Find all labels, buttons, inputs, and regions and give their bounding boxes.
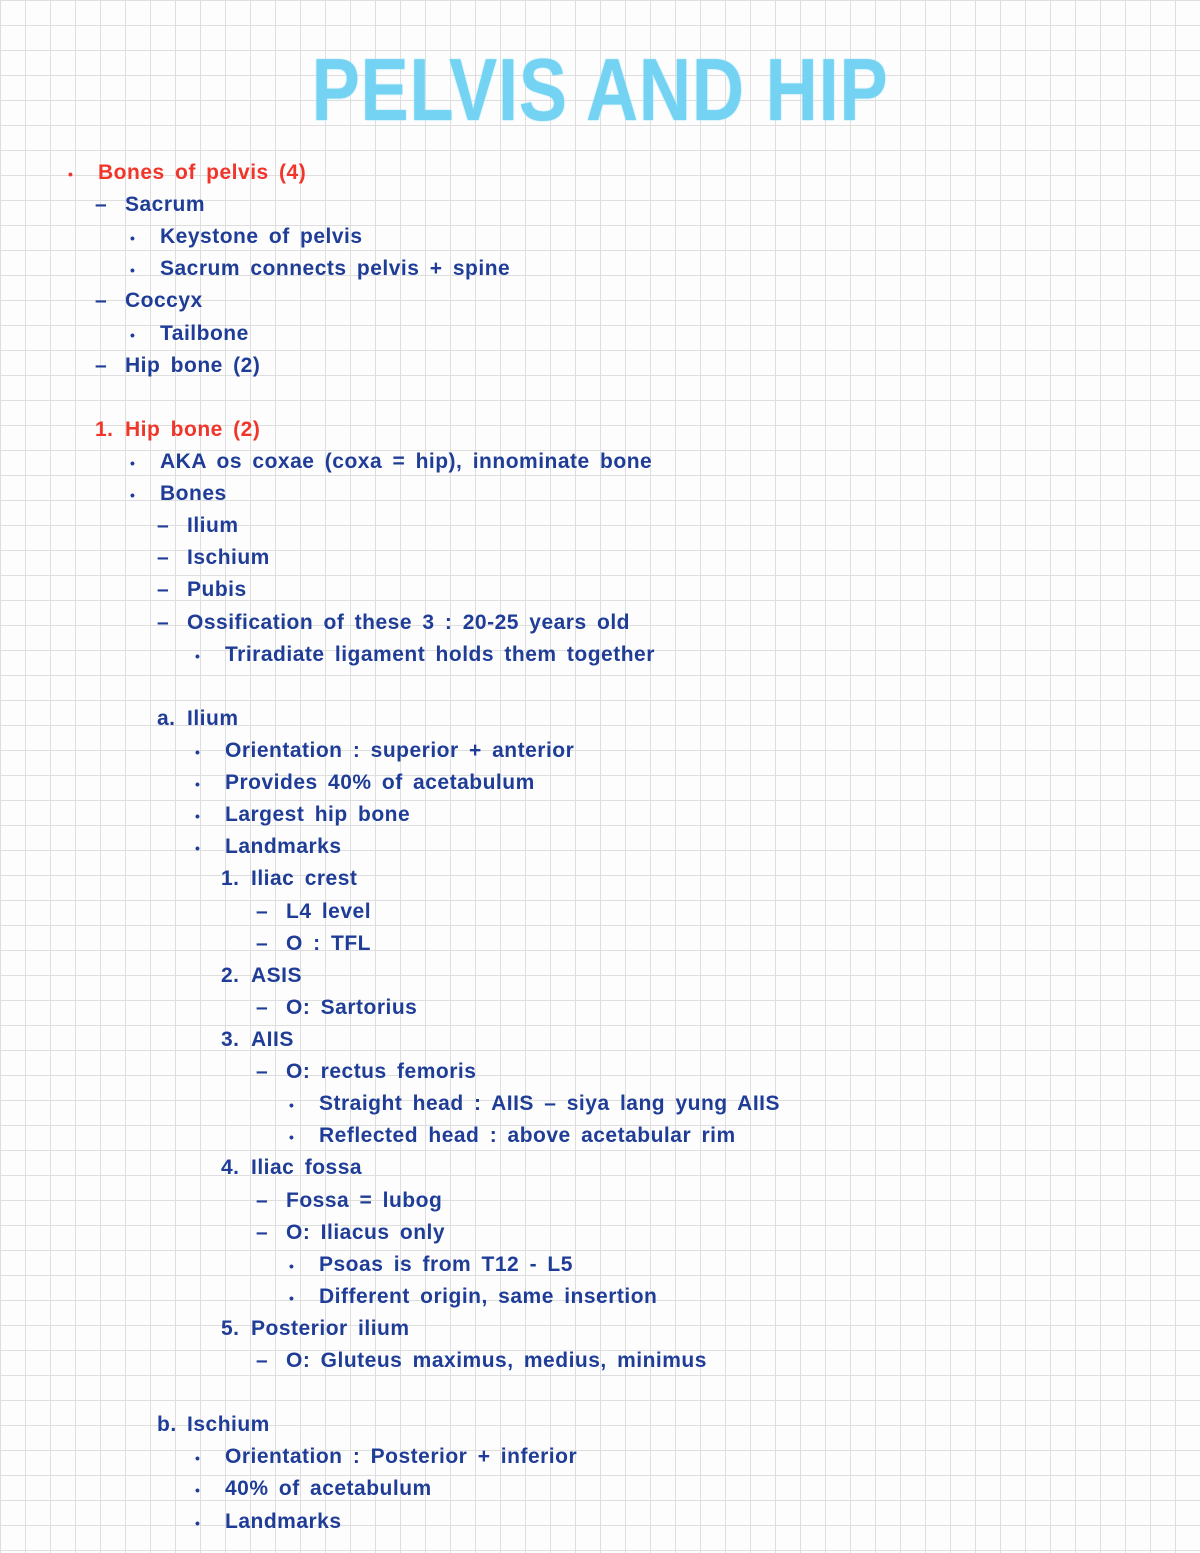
landmark-detail: [0, 896, 1200, 928]
dash-marker: –: [95, 353, 108, 377]
item-text: Landmarks: [225, 1509, 342, 1533]
bullet-marker: •: [289, 1257, 295, 1274]
bullet-marker: •: [195, 808, 201, 825]
bullet-marker: •: [195, 840, 201, 857]
item-text: L4 level: [286, 899, 372, 923]
item-text: Triradiate ligament holds them together: [225, 642, 655, 666]
item-text: O: Iliacus only: [286, 1220, 446, 1244]
item-text: Posterior ilium: [251, 1316, 410, 1340]
bullet-marker: •: [289, 1289, 295, 1306]
landmark-posterior-ilium: [0, 1313, 1200, 1345]
item-text: Psoas is from T12 - L5: [319, 1252, 573, 1276]
item-text: O: Gluteus maximus, medius, minimus: [286, 1349, 707, 1373]
item-text: Tailbone: [160, 321, 249, 345]
dash-marker: –: [256, 1220, 269, 1244]
item-text: Orientation : Posterior + inferior: [225, 1445, 578, 1469]
dash-marker: –: [157, 610, 170, 634]
dash-marker: –: [256, 1349, 269, 1373]
item-text: Pubis: [187, 578, 247, 602]
item-text: Different origin, same insertion: [319, 1284, 658, 1308]
landmark-asis: [0, 960, 1200, 992]
heading-text: Ilium: [187, 706, 239, 730]
landmark-detail: [0, 1217, 1200, 1249]
triradiate-note: [0, 639, 1200, 671]
item-text: Keystone of pelvis: [160, 225, 363, 249]
bullet-marker: •: [195, 743, 201, 760]
dash-marker: –: [256, 899, 269, 923]
bullet-marker: •: [289, 1129, 295, 1146]
ischium-point: [0, 1473, 1200, 1505]
landmark-iliac-crest: [0, 863, 1200, 895]
landmark-subnote: [0, 1249, 1200, 1281]
item-text: Landmarks: [225, 835, 342, 859]
hip-bone-aka: [0, 446, 1200, 478]
item-text: O : TFL: [286, 931, 371, 955]
page-title: PELVIS AND HIP: [311, 40, 889, 139]
dash-marker: –: [256, 995, 269, 1019]
item-text: Ischium: [187, 546, 270, 570]
number-marker: 1.: [221, 867, 240, 891]
item-text: Bones: [160, 482, 227, 506]
landmark-detail: [0, 1345, 1200, 1377]
blank-line: [0, 1377, 1200, 1409]
item-text: Iliac fossa: [251, 1156, 363, 1180]
bullet-marker: •: [130, 487, 136, 504]
dash-marker: –: [256, 1060, 269, 1084]
hip-bone-item: [0, 350, 1200, 382]
ischium-point: [0, 1441, 1200, 1473]
notes-outline: [0, 157, 1200, 1538]
item-text: Ossification of these 3 : 20-25 years old: [187, 610, 630, 634]
item-text: Largest hip bone: [225, 803, 411, 827]
hip-bone-bones: [0, 478, 1200, 510]
bullet-marker: •: [68, 166, 74, 182]
letter-marker: a.: [157, 706, 176, 730]
number-marker: 5.: [221, 1316, 240, 1340]
item-text: Coccyx: [125, 289, 203, 313]
item-text: Provides 40% of acetabulum: [225, 771, 535, 795]
item-text: Sacrum connects pelvis + spine: [160, 257, 511, 281]
item-text: O: rectus femoris: [286, 1060, 477, 1084]
ischium-landmarks-label: [0, 1506, 1200, 1538]
landmark-subnote: [0, 1088, 1200, 1120]
blank-line: [0, 671, 1200, 703]
landmark-subnote: [0, 1281, 1200, 1313]
sacrum-note: [0, 221, 1200, 253]
landmark-subnote: [0, 1120, 1200, 1152]
bullet-marker: •: [130, 326, 136, 343]
dash-marker: –: [157, 546, 170, 570]
item-text: Iliac crest: [251, 867, 358, 891]
bullet-marker: •: [195, 1450, 201, 1467]
item-text: Orientation : superior + anterior: [225, 738, 575, 762]
heading-text: Ischium: [187, 1413, 270, 1437]
item-text: ASIS: [251, 963, 303, 987]
sacrum-item: [0, 189, 1200, 221]
bone-ischium-item: [0, 542, 1200, 574]
bullet-marker: •: [130, 230, 136, 247]
landmark-detail: [0, 1185, 1200, 1217]
dash-marker: –: [95, 289, 108, 313]
bullet-marker: •: [195, 647, 201, 664]
number-marker: 2.: [221, 963, 240, 987]
landmark-detail: [0, 1056, 1200, 1088]
ossification-item: [0, 607, 1200, 639]
item-text: 40% of acetabulum: [225, 1477, 432, 1501]
letter-marker: b.: [157, 1413, 177, 1437]
dash-marker: –: [256, 1188, 269, 1212]
dash-marker: –: [157, 514, 170, 538]
coccyx-note: [0, 318, 1200, 350]
ilium-point: [0, 735, 1200, 767]
dash-marker: –: [256, 931, 269, 955]
bullet-marker: •: [130, 454, 136, 471]
landmark-detail: [0, 992, 1200, 1024]
item-text: Fossa = lubog: [286, 1188, 443, 1212]
bone-pubis-item: [0, 574, 1200, 606]
bullet-marker: •: [195, 1514, 201, 1531]
number-marker: 1.: [95, 417, 114, 441]
landmark-iliac-fossa: [0, 1152, 1200, 1184]
number-marker: 3.: [221, 1027, 240, 1051]
hip-bone-heading: [0, 414, 1200, 446]
bone-ilium-item: [0, 510, 1200, 542]
item-text: O: Sartorius: [286, 995, 418, 1019]
coccyx-item: [0, 285, 1200, 317]
heading-text: Hip bone (2): [125, 417, 261, 441]
ilium-landmarks-label: [0, 831, 1200, 863]
landmark-detail: [0, 928, 1200, 960]
number-marker: 4.: [221, 1156, 240, 1180]
bullet-marker: •: [195, 1482, 201, 1499]
item-text: Reflected head : above acetabular rim: [319, 1124, 736, 1148]
bullet-marker: •: [130, 262, 136, 279]
ilium-point: [0, 767, 1200, 799]
item-text: AKA os coxae (coxa = hip), innominate bone: [160, 449, 653, 473]
item-text: Straight head : AIIS – siya lang yung AIIS: [319, 1092, 781, 1116]
item-text: Sacrum: [125, 193, 206, 217]
item-text: Ilium: [187, 514, 239, 538]
ischium-heading: [0, 1409, 1200, 1441]
ilium-point: [0, 799, 1200, 831]
blank-line: [0, 382, 1200, 414]
sacrum-note: [0, 253, 1200, 285]
ilium-heading: [0, 703, 1200, 735]
bullet-marker: •: [289, 1097, 295, 1114]
item-text: AIIS: [251, 1027, 294, 1051]
landmark-aiis: [0, 1024, 1200, 1056]
heading-text: Bones of pelvis (4): [98, 161, 307, 184]
dash-marker: –: [95, 193, 108, 217]
item-text: Hip bone (2): [125, 353, 261, 377]
bullet-marker: •: [195, 776, 201, 793]
bones-of-pelvis-heading: [0, 157, 1200, 189]
dash-marker: –: [157, 578, 170, 602]
